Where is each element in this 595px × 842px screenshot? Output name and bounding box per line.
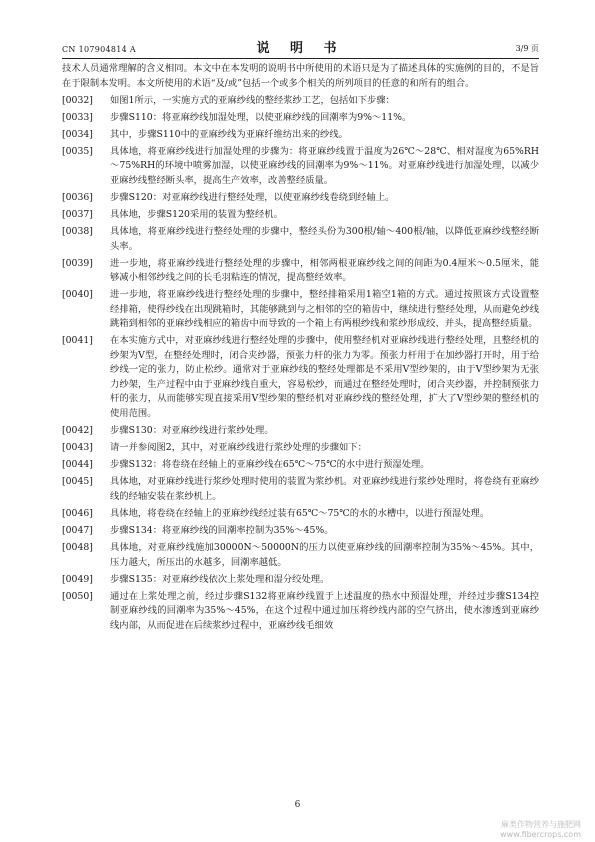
paragraph-number: [0032] [62,94,93,106]
paragraph-number: [0038] [62,226,93,238]
paragraph-text: 在本实施方式中，对亚麻纱线进行整经处理的步骤中，使用整经机对亚麻纱线进行整经处理，且整经机的纱架为V型，在整经处理时，闭合夹纱器，预张力杆的张力为零。预张力杆用于在加纱器打开时，用于给纱线一定的张力，防止松纱。通常对于亚麻纱线的整经处理都是不采用V型纱架的，由于V型纱架为无张力纱架，生产过程中由于亚麻纱线自重大，容易松纱，而通过在整经处理时，闭合夹纱器，并控制预张力杆的张力，从而能够实现直接采用V型纱架的整经机对亚麻纱线的整经处理，扩大了V型纱架的整经机的使用范围。 [110,335,539,419]
paragraph-text: 具体地，对亚麻纱线施加30000N～50000N的压力以使亚麻纱线的回潮率控制为35%～45%。其中，压力越大，所压出的水越多，回潮率越低。 [110,542,539,568]
paragraph-text: 进一步地，将亚麻纱线进行整经处理的步骤中，整经排箱采用1箱空1箱的方式。通过按照该方式设置整经排箱，使得纱线在出现跳箱时，其能够跳到与之相邻的空的箱齿中，继续进行整经处理，从而避免纱线跳箱到相邻的亚麻纱线相应的箱齿中而导致的一个箱上有两根纱线和浆纱形成绞、并头，提高整经质量。 [110,289,539,330]
paragraph [62,573,539,588]
paragraph [62,128,539,143]
paragraph-number: [0039] [62,257,93,269]
paragraph-number: [0035] [62,145,93,157]
document-title: 说 明 书 [256,41,345,56]
paragraph [62,541,539,570]
paragraph-text: 步骤S134：将亚麻纱线的回潮率控制为35%～45%。 [110,525,334,536]
paragraph [62,441,539,456]
paragraph-number: [0044] [62,459,93,471]
paragraph [62,191,539,206]
paragraph [62,334,539,421]
paragraph-text: 步骤S110：将亚麻纱线加湿处理，以使亚麻纱线的回潮率为9%～11%。 [110,111,412,123]
paragraph [62,225,539,254]
paragraph-text: 步骤S132：将卷绕在经轴上的亚麻纱线在65℃～75℃的水中进行预湿处理。 [110,459,430,471]
paragraph-text: 具体地，将亚麻纱线进行整经处理的步骤中，整经头份为300根/轴～400根/轴，以降低亚麻纱线整经断头率。 [110,226,539,252]
paragraph [62,145,539,189]
paragraph-number: [0045] [62,476,93,488]
paragraph-number: [0037] [62,209,93,221]
paragraph-text: 具体地，步骤S120采用的装置为整经机。 [110,209,283,221]
page-header [62,36,539,59]
paragraph-text: 步骤S135：对亚麻纱线依次上浆处理和湿分绞处理。 [110,573,330,585]
paragraph-number: [0043] [62,442,93,454]
paragraph-text: 其中，步骤S110中的亚麻纱线为亚麻纤维纺出来的纱线。 [110,128,348,140]
paragraph-number: [0048] [62,542,93,554]
paragraph [62,111,539,126]
paragraph-text: 具体地，将卷绕在经轴上的亚麻纱线经过装有65℃～75℃的水的水槽中，以进行预湿处理。 [110,507,490,519]
paragraph-number: [0042] [62,425,93,437]
paragraph-number: [0041] [62,335,93,347]
paragraph-number: [0033] [62,111,93,123]
paragraph-text: 具体地，对亚麻纱线进行浆纱处理时使用的装置为浆纱机。对亚麻纱线进行浆纱处理时，将卷绕有亚麻纱线的经轴安装在浆纱机上。 [110,476,539,502]
paragraph [62,590,539,634]
paragraph-text: 步骤S120：对亚麻纱线进行整经处理，以使亚麻纱线卷绕到经轴上。 [110,191,395,203]
paragraph-number: [0050] [62,590,93,602]
paragraph-number: [0040] [62,289,93,301]
paragraph-text: 进一步地，将亚麻纱线进行整经处理的步骤中，相邻两根亚麻纱线之间的间距为0.4厘米～0.5厘米，能够减小相邻纱线之间的长毛羽粘连的情况，提高整经效率。 [110,257,539,284]
patent-number: CN 107904814 A [62,45,136,54]
paragraph-number: [0049] [62,573,93,585]
paragraph [62,94,539,109]
paragraph [62,458,539,473]
watermark-name: 麻类作物营养与施肥网 [501,820,581,829]
paragraph-text: 具体地，将亚麻纱线进行加湿处理的步骤为：将亚麻纱线置于温度为26℃～28℃、相对湿度为65%RH～75%RH的环境中喷雾加湿，以使亚麻纱线的回潮率为9%～11%。对亚麻纱线进行加湿处理，以减少亚麻纱线整经断头率，提高生产效率，改善整经质量。 [110,145,539,186]
continued-text: 技术人员通常理解的含义相同。本文中在本发明的说明书中所使用的术语只是为了描述具体的实施例的目的，不是旨在于限制本发明。本文所使用的术语“及/或”包括一个或多个相关的所列项目的任意的和所有的组合。 [62,63,539,89]
paragraph [62,524,539,539]
paragraph-text: 通过在上浆处理之前，经过步骤S132将亚麻纱线置于上述温度的热水中预湿处理，并经过步骤S134控制亚麻纱线的回潮率为35%～45%，在这个过程中通过加压将纱线内部的空气挤出，使水渗透到亚麻纱线内部，从而促进在后续浆纱过程中，亚麻纱线毛细效 [110,590,539,631]
site-watermark [441,820,581,840]
paragraph-number: [0034] [62,128,93,140]
paragraph [62,288,539,332]
paragraph [62,257,539,286]
page-number: 6 [294,800,301,810]
watermark-url: www.fibercrops.com [500,830,581,839]
page-count: 3/9 页 [515,44,539,53]
paragraph [62,424,539,439]
paragraph [62,507,539,522]
paragraph [62,475,539,504]
paragraph-number: [0046] [62,507,93,519]
paragraph-number: [0047] [62,525,93,536]
paragraph-text: 请一并参阅图2，其中，对亚麻纱线进行浆纱处理的步骤如下： [110,442,367,454]
paragraph-text: 步骤S130：对亚麻纱线进行浆纱处理。 [110,425,274,437]
paragraph [62,208,539,223]
paragraph-text: 如图1所示，一实施方式的亚麻纱线的整经浆纱工艺，包括如下步骤： [110,94,395,106]
paragraph-number: [0036] [62,191,93,203]
document-body [62,62,539,636]
